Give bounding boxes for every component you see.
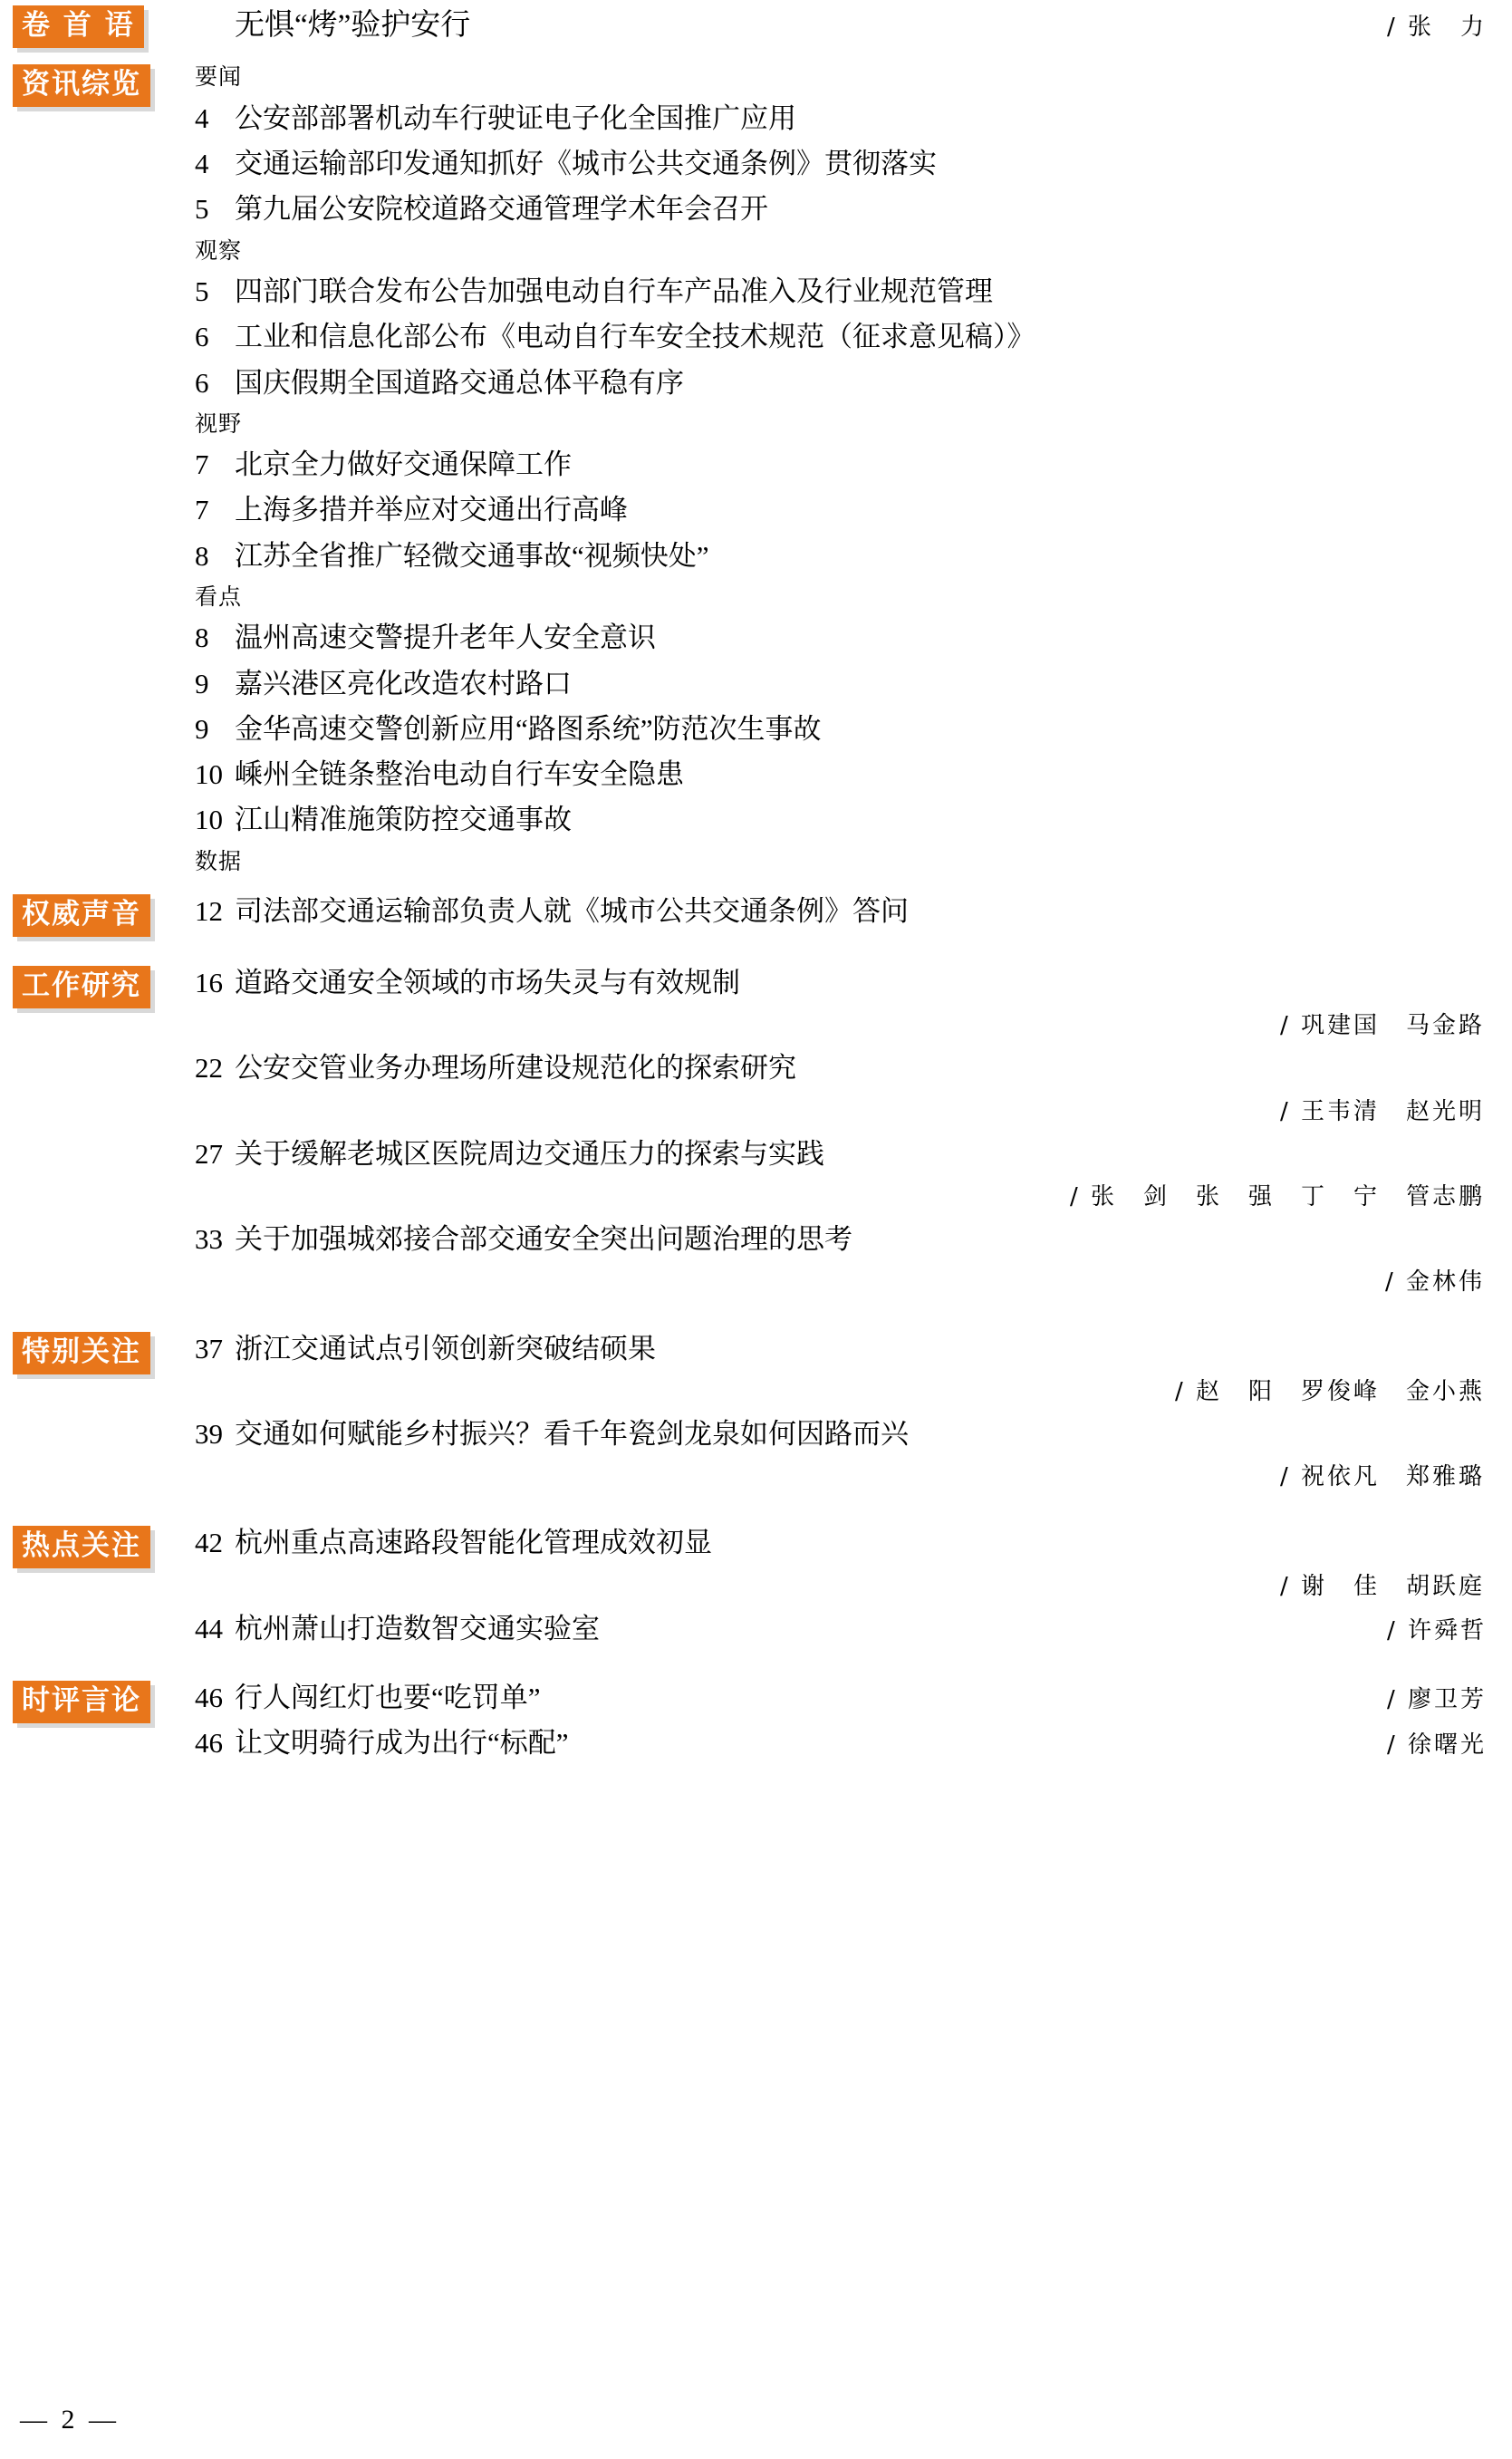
entry-page-number: 10 <box>195 758 223 791</box>
entry-authors: / 王韦清 赵光明 <box>1279 1097 1485 1125</box>
toc-section <box>0 0 1512 50</box>
entry-authors: / 祝依凡 郑雅璐 <box>1279 1463 1485 1491</box>
section-spacer <box>0 50 1512 59</box>
entry-title[interactable]: 温州高速交警提升老年人安全意识 <box>235 622 656 654</box>
toc-entry[interactable] <box>195 487 1487 533</box>
toc-entry[interactable] <box>195 534 1487 579</box>
entry-page-number: 7 <box>195 494 209 526</box>
page-number: — 2 — <box>20 2405 120 2435</box>
toc-section <box>0 1520 1512 1652</box>
toc-entry[interactable] <box>195 96 1487 141</box>
entry-title[interactable]: 让文明骑行成为出行“标配” <box>235 1727 569 1760</box>
toc-entry[interactable] <box>195 1675 1487 1721</box>
section-tag-column <box>0 1326 195 1374</box>
entry-title[interactable]: 第九届公安院校道路交通管理学术年会召开 <box>235 193 768 226</box>
toc-entry[interactable] <box>195 1217 1487 1262</box>
entry-page-number: 39 <box>195 1418 223 1451</box>
toc-entry[interactable] <box>195 1046 1487 1091</box>
section-tag-column <box>0 1520 195 1568</box>
entry-page-number: 27 <box>195 1137 223 1170</box>
entry-author: / 张 力 <box>1386 14 1487 41</box>
section-entries <box>195 960 1512 1303</box>
toc-entry[interactable] <box>195 615 1487 661</box>
section-tag[interactable]: 热点关注 <box>13 1526 150 1568</box>
entry-author: / 廖卫芳 <box>1386 1686 1487 1714</box>
entry-title[interactable]: 金华高速交警创新应用“路图系统”防范次生事故 <box>235 712 822 745</box>
toc-entry[interactable] <box>195 889 1487 934</box>
entry-group-label: 看点 <box>195 583 243 610</box>
entry-title[interactable]: 嘉兴港区亮化改造农村路口 <box>235 667 572 699</box>
section-entries <box>195 0 1512 50</box>
section-spacer <box>0 1497 1512 1520</box>
toc-entry[interactable] <box>195 141 1487 187</box>
section-entries <box>195 59 1512 880</box>
section-tag[interactable]: 工作研究 <box>13 966 150 1008</box>
toc-entry[interactable] <box>195 1520 1487 1566</box>
entry-authors: / 赵 阳 罗俊峰 金小燕 <box>1174 1377 1485 1405</box>
entry-title[interactable]: 司法部交通运输部负责人就《城市公共交通条例》答问 <box>235 895 909 928</box>
section-tag-column <box>0 1675 195 1723</box>
section-entries <box>195 1520 1512 1652</box>
toc-entry[interactable] <box>195 960 1487 1006</box>
section-entries <box>195 889 1512 934</box>
entry-page-number: 8 <box>195 539 209 572</box>
entry-authors: / 谢 佳 胡跃庭 <box>1279 1572 1485 1600</box>
entry-page-number: 6 <box>195 366 209 399</box>
entry-page-number: 37 <box>195 1332 223 1365</box>
section-spacer <box>0 1767 1512 1790</box>
entry-page-number: 4 <box>195 101 209 134</box>
entry-page-number: 42 <box>195 1527 223 1559</box>
entry-title[interactable]: 公安部部署机动车行驶证电子化全国推广应用 <box>235 101 796 134</box>
entry-page-number: 16 <box>195 967 223 999</box>
entry-page-number: 9 <box>195 667 209 699</box>
section-tag-column <box>0 889 195 937</box>
toc-entry[interactable] <box>195 797 1487 843</box>
toc-entry[interactable] <box>195 314 1487 360</box>
entry-title[interactable]: 杭州重点高速路段智能化管理成效初显 <box>235 1527 712 1559</box>
entry-authors: / 金林伟 <box>1384 1268 1485 1297</box>
entry-page-number: 5 <box>195 193 209 226</box>
entry-title[interactable]: 无惧“烤”验护安行 <box>235 9 471 42</box>
section-spacer <box>0 1652 1512 1675</box>
entry-title[interactable]: 杭州萧山打造数智交通实验室 <box>235 1612 600 1644</box>
entry-title[interactable]: 北京全力做好交通保障工作 <box>235 448 572 481</box>
entry-title[interactable]: 道路交通安全领域的市场失灵与有效规制 <box>235 967 740 999</box>
toc-entry[interactable] <box>195 1721 1487 1766</box>
entry-title[interactable]: 工业和信息化部公布《电动自行车安全技术规范（征求意见稿）》 <box>235 321 1035 353</box>
toc-section <box>0 1326 1512 1498</box>
toc-entry[interactable] <box>195 1132 1487 1177</box>
entry-group-label: 观察 <box>195 236 243 264</box>
entry-title[interactable]: 浙江交通试点引领创新突破结硕果 <box>235 1332 656 1365</box>
toc-entry[interactable] <box>195 2 1487 50</box>
section-entries <box>195 1326 1512 1498</box>
entry-page-number: 5 <box>195 275 209 308</box>
toc-section <box>0 960 1512 1303</box>
entry-title[interactable]: 上海多措并举应对交通出行高峰 <box>235 494 628 526</box>
entry-group-label: 要闻 <box>195 63 243 91</box>
entry-title[interactable]: 四部门联合发布公告加强电动自行车产品准入及行业规范管理 <box>235 275 993 308</box>
entry-title[interactable]: 国庆假期全国道路交通总体平稳有序 <box>235 366 684 399</box>
entry-authors: / 巩建国 马金路 <box>1279 1012 1485 1040</box>
toc-entry[interactable] <box>195 187 1487 232</box>
toc-section <box>0 59 1512 880</box>
section-tag-column <box>0 0 195 48</box>
toc-entry[interactable] <box>195 442 1487 487</box>
toc-entry[interactable] <box>195 752 1487 797</box>
entry-title[interactable]: 关于缓解老城区医院周边交通压力的探索与实践 <box>235 1137 824 1170</box>
section-spacer <box>0 880 1512 889</box>
entry-page-number: 46 <box>195 1682 223 1714</box>
toc-entry[interactable] <box>195 361 1487 406</box>
entry-page-number: 4 <box>195 148 209 180</box>
entry-title[interactable]: 嵊州全链条整治电动自行车安全隐患 <box>235 758 684 791</box>
section-tag[interactable]: 资讯综览 <box>13 64 150 107</box>
section-tag[interactable]: 特别关注 <box>13 1332 150 1374</box>
entry-author: / 徐曙光 <box>1386 1731 1487 1760</box>
toc-entry[interactable] <box>195 661 1487 707</box>
toc-entry[interactable] <box>195 1412 1487 1457</box>
entry-title[interactable]: 交通运输部印发通知抓好《城市公共交通条例》贯彻落实 <box>235 148 937 180</box>
entry-title[interactable]: 江苏全省推广轻微交通事故“视频快处” <box>235 539 709 572</box>
entry-title[interactable]: 交通如何赋能乡村振兴？看千年瓷剑龙泉如何因路而兴 <box>235 1418 909 1451</box>
section-tag[interactable]: 时评言论 <box>13 1681 150 1723</box>
entry-page-number: 9 <box>195 712 209 745</box>
toc-entry[interactable] <box>195 1606 1487 1652</box>
section-tag[interactable]: 卷 首 语 <box>13 5 144 48</box>
entry-title[interactable]: 江山精准施策防控交通事故 <box>235 804 572 836</box>
toc-section <box>0 889 1512 937</box>
entry-title[interactable]: 关于加强城郊接合部交通安全突出问题治理的思考 <box>235 1223 852 1256</box>
entry-authors: / 张 剑 张 强 丁 宁 管志鹏 <box>1069 1183 1485 1211</box>
entry-page-number: 44 <box>195 1612 223 1644</box>
section-entries <box>195 1675 1512 1766</box>
entry-title[interactable]: 行人闯红灯也要“吃罚单” <box>235 1682 541 1714</box>
toc-entry[interactable] <box>195 707 1487 752</box>
entry-page-number: 7 <box>195 448 209 481</box>
section-tag-column <box>0 59 195 107</box>
section-tag[interactable]: 权威声音 <box>13 894 150 937</box>
entry-page-number: 6 <box>195 321 209 353</box>
toc-entry[interactable] <box>195 269 1487 314</box>
entry-page-number: 33 <box>195 1223 223 1256</box>
entry-author: / 许舜哲 <box>1386 1616 1487 1644</box>
entry-page-number: 46 <box>195 1727 223 1760</box>
entry-group-label: 数据 <box>195 847 243 874</box>
section-tag-column <box>0 960 195 1008</box>
entry-group-label: 视野 <box>195 410 243 437</box>
section-spacer <box>0 1303 1512 1326</box>
entry-page-number: 22 <box>195 1052 223 1085</box>
section-spacer <box>0 937 1512 960</box>
toc-section <box>0 1675 1512 1766</box>
entry-page-number: 10 <box>195 804 223 836</box>
entry-title[interactable]: 公安交管业务办理场所建设规范化的探索研究 <box>235 1052 796 1085</box>
entry-page-number: 8 <box>195 622 209 654</box>
toc-entry[interactable] <box>195 1326 1487 1372</box>
entry-page-number: 12 <box>195 895 223 928</box>
